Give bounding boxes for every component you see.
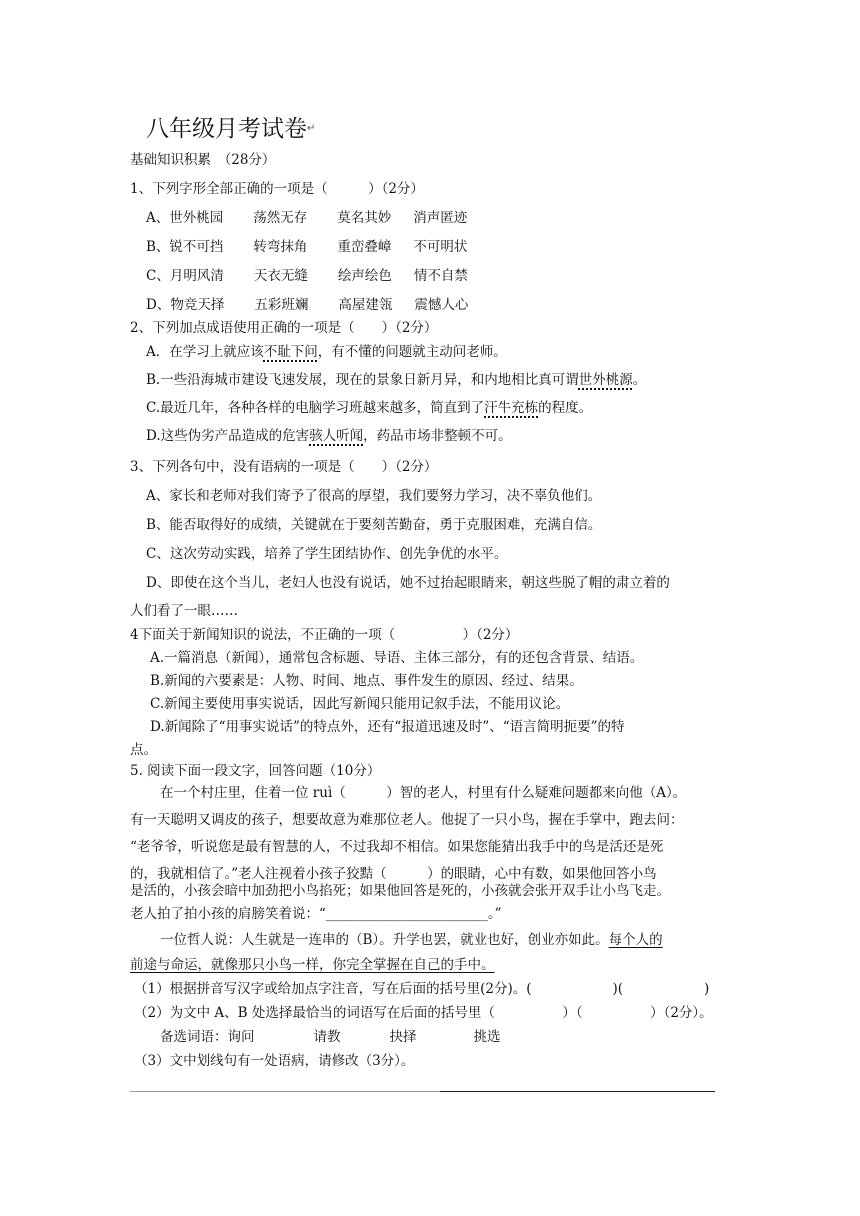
q1-b-word1: 锐不可挡 — [169, 239, 224, 255]
candidate-word: 抉择 — [389, 1029, 417, 1045]
q1-a-label: A、 — [146, 210, 170, 226]
q1-a-word3: 莫名其妙 — [337, 210, 392, 226]
q2-a-pre: A．在学习上就应该 — [146, 344, 264, 360]
q2-d-pre: D.这些伪劣产品造成的危害 — [146, 428, 310, 444]
q2-stem: 2、下列加点成语使用正确的一项是（ ）（2分） — [130, 320, 438, 336]
passage-line: 老人拍了拍小孩的肩膀笑着说：“________________________。” — [130, 906, 502, 922]
q2-d-dotted-idiom: 骇人听闻 — [309, 428, 364, 444]
q4-option-a: A.一篇消息（新闻），通常包含标题、导语、主体三部分，有的还包含背景、结语。 — [150, 650, 644, 666]
q1-d-word1: 物竞天择 — [170, 297, 225, 313]
q1-option-d — [146, 296, 468, 314]
q3-option-b: B、能否取得好的成绩，关键就在于要刻苦勤奋，勇于克服困难，充满自信。 — [146, 517, 602, 533]
exam-title-text: 八年级月考试卷 — [146, 116, 307, 142]
underlined-sentence-part1: 每个人的 — [608, 932, 663, 948]
answer-line-left[interactable] — [130, 1091, 440, 1092]
q2-a-post: ，有不懂的问题就主动问老师。 — [317, 344, 507, 360]
q2-d-post: ，药品市场非整顿不可。 — [363, 428, 512, 444]
q1-b-word4: 不可明状 — [413, 239, 468, 255]
q2-a-dotted-idiom: 不耻下问 — [263, 344, 318, 360]
q3-stem: 3、下列各句中，没有语病的一项是（ ）（2分） — [130, 459, 438, 475]
q1-c-word4: 情不自禁 — [413, 268, 468, 284]
q4-stem: 4下面关于新闻知识的说法，不正确的一项（ ）（2分） — [130, 627, 519, 643]
q1-c-word2: 天衣无缝 — [253, 268, 308, 284]
passage-line: “老爷爷，听说您是最有智慧的人，不过我却不相信。如果您能猜出我手中的鸟是活还是死 — [130, 839, 664, 855]
passage2-line2 — [130, 956, 495, 974]
passage-line: 的，我就相信了。”老人注视着小孩子狡黠（ ）的眼睛，心中有数，如果他回答小鸟 — [130, 866, 657, 882]
q1-d-word4: 震憾人心 — [414, 297, 469, 313]
q1-stem: 1、下列字形全部正确的一项是（ ）（2分） — [130, 181, 424, 197]
candidate-words — [160, 1028, 501, 1046]
q1-option-c — [146, 267, 468, 285]
q2-b-post: 。 — [632, 372, 647, 388]
candidate-word: 请教 — [313, 1029, 341, 1045]
candidates-label: 备选词语： — [160, 1029, 228, 1045]
q2-c-post: 的程度。 — [538, 400, 593, 416]
q1-c-label: C、 — [146, 268, 170, 284]
q1-c-word1: 月明风清 — [169, 268, 224, 284]
q1-b-word2: 转弯抹角 — [253, 239, 308, 255]
q2-option-d — [146, 427, 512, 445]
q4-option-d-line1: D.新闻除了“用事实说话”的特点外，还有“报道迅速及时”、“语言简明扼要”的特 — [150, 719, 625, 735]
q3-option-a: A、家长和老师对我们寄予了很高的厚望，我们要努力学习，决不辜负他们。 — [146, 488, 602, 504]
q1-a-word2: 荡然无存 — [253, 210, 308, 226]
q3-option-d-line1: D、即使在这个当儿，老妇人也没有说话，她不过抬起眼睛来，朝这些脱了帽的肃立着的 — [146, 575, 670, 591]
q1-option-b — [146, 238, 467, 256]
q1-d-label: D、 — [146, 297, 171, 313]
q4-option-c: C.新闻主要使用事实说话，因此写新闻只能用记叙手法，不能用议论。 — [150, 696, 570, 712]
q1-a-word4: 消声匿迹 — [413, 210, 468, 226]
q5-sub1: （1）根据拼音写汉字或给加点字注音，写在后面的括号里(2分)。( )( ) — [134, 981, 710, 997]
underlined-sentence-part2: 前途与命运，就像那只小鸟一样，你完全掌握在自己的手中。 — [130, 957, 495, 973]
section-heading: 基础知识积累 （28分） — [130, 152, 276, 168]
q3-option-c: C、这次劳动实践，培养了学生团结协作、创先争优的水平。 — [146, 546, 508, 562]
passage-line: 是活的，小孩会暗中加劲把小鸟掐死；如果他回答是死的，小孩就会张开双手让小鸟飞走。 — [130, 883, 670, 899]
q5-sub3: （3）文中划线句有一处语病，请修改（3分）。 — [134, 1053, 415, 1069]
q5-sub2: （2）为文中 A、B 处选择最恰当的词语写在后面的括号里（ ）（ ）（2分）。 — [134, 1005, 713, 1021]
q1-b-label: B、 — [146, 239, 170, 255]
q2-c-dotted-idiom: 汗牛充栋 — [484, 400, 539, 416]
passage-line: 在一个村庄里，住着一位 ruì（ ）智的老人，村里有什么疑难问题都来向他（A）。 — [160, 785, 687, 801]
passage-line: 有一天聪明又调皮的孩子，想要故意为难那位老人。他捉了一只小鸟，握在手掌中，跑去问： — [130, 812, 684, 828]
return-mark-icon: ↵ — [307, 123, 316, 134]
exam-title — [146, 114, 315, 144]
q5-stem: 5. 阅读下面一段文字，回答问题（10分） — [130, 763, 381, 779]
q2-c-pre: C.最近几年，各种各样的电脑学习班越来越多，简直到了 — [146, 400, 485, 416]
answer-line-right[interactable] — [440, 1091, 715, 1092]
candidate-word: 挑选 — [473, 1029, 501, 1045]
q1-a-word1: 世外桃园 — [169, 210, 224, 226]
q1-b-word3: 重峦叠嶂 — [337, 239, 392, 255]
q1-d-word2: 五彩班斓 — [254, 297, 309, 313]
candidate-word: 询问 — [227, 1029, 255, 1045]
q1-d-word3: 高屋建瓴 — [338, 297, 393, 313]
passage2-line1-text: 一位哲人说：人生就是一连串的（B）。升学也罢，就业也好，创业亦如此。 — [160, 932, 609, 948]
q2-option-a — [146, 343, 507, 361]
q3-option-d-line2: 人们看了一眼…… — [130, 603, 238, 619]
q1-option-a — [146, 209, 467, 227]
q2-b-pre: B.一些沿海城市建设飞速发展，现在的景象日新月异，和内地相比真可谓 — [146, 372, 579, 388]
q2-b-dotted-idiom: 世外桃源 — [578, 372, 633, 388]
q4-option-d-line2: 点。 — [130, 742, 157, 758]
q2-option-c — [146, 399, 592, 417]
q1-c-word3: 绘声绘色 — [337, 268, 392, 284]
q4-option-b: B.新闻的六要素是：人物、时间、地点、事件发生的原因、经过、结果。 — [150, 673, 583, 689]
passage2-line1 — [160, 931, 663, 949]
q2-option-b — [146, 371, 646, 389]
